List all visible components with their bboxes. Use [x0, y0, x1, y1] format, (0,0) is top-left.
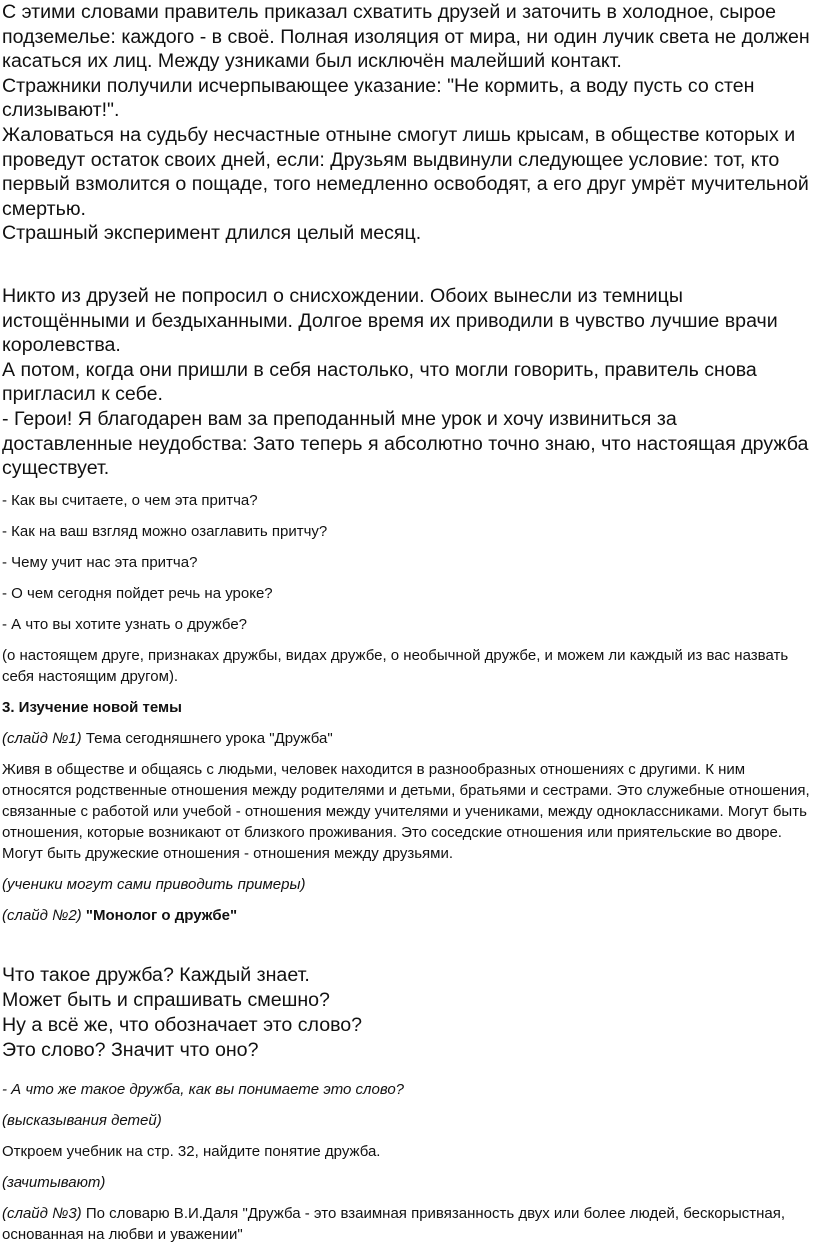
- poem: [2, 963, 812, 1063]
- story-paragraph: - Герои! Я благодарен вам за преподанный мне урок и хочу извиниться за доставленные неудобства: Зато теперь я абсолютно точно знаю, что настоящая дружба существует.: [2, 407, 809, 480]
- slide-3-line: [2, 1203, 812, 1245]
- reading-note: (зачитывают): [2, 1174, 106, 1191]
- story-paragraph: Никто из друзей не попросил о снисхождении. Обоих вынесли из темницы истощёнными и бездыханными. Долгое время их приводили в чувство лучшие врачи королевства.: [2, 285, 778, 357]
- section-heading: 3. Изучение новой темы: [2, 699, 182, 716]
- story-part-two: [2, 284, 812, 481]
- story-part-one: [2, 0, 812, 246]
- textbook-instruction: Откроем учебник на стр. 32, найдите понятие дружба.: [2, 1143, 381, 1160]
- poem-line: Что такое дружба? Каждый знает.: [2, 964, 310, 986]
- questions-note: (о настоящем друге, признаках дружбы, видах дружбе, о необычной дружбе, и можем ли каждый из вас назвать себя настоящим другом).: [2, 647, 789, 685]
- slide-3-text: По словарю В.И.Даля "Дружба - это взаимная привязанность двух или более людей, бескорыстная, основанная на любви и уважении": [2, 1205, 786, 1243]
- question-item: - А что вы хотите узнать о дружбе?: [2, 616, 248, 633]
- poem-line: Ну а всё же, что обозначает это слово?: [2, 1014, 363, 1036]
- slide-3-label: (слайд №3): [2, 1205, 82, 1222]
- poem-line: Это слово? Значит что оно?: [2, 1039, 259, 1061]
- story-paragraph: А потом, когда они пришли в себя настолько, что могли говорить, правитель снова пригласил к себе.: [2, 358, 757, 406]
- relations-paragraph: Живя в обществе и общаясь с людьми, человек находится в разнообразных отношениях с другими. К ним относятся родственные отношения между родителями и детьми, братьями и сестрами. Это служебные отношения, связанные с работой или учебой - отношения между учителями и учениками, между одноклассниками. Могут быть отношения, которые возникают от близкого проживания. Это соседские отношения или приятельские во дворе. Могут быть дружеские отношения - отношения между друзьями.: [2, 761, 810, 862]
- lesson-questions: [2, 490, 812, 926]
- story-paragraph: Страшный эксперимент длился целый месяц.: [2, 222, 422, 245]
- question-item: - Чему учит нас эта притча?: [2, 554, 198, 571]
- poem-and-discussion: [2, 963, 812, 1245]
- poem-line: Может быть и спрашивать смешно?: [2, 989, 330, 1011]
- question-item: - Как вы считаете, о чем эта притча?: [2, 492, 258, 509]
- children-statements-note: (высказывания детей): [2, 1112, 162, 1129]
- question-item: - О чем сегодня пойдет речь на уроке?: [2, 585, 273, 602]
- slide-1-label: (слайд №1): [2, 730, 82, 747]
- story-paragraph: Жаловаться на судьбу несчастные отныне смогут лишь крысам, в обществе которых и проведут остаток своих дней, если: Друзьям выдвинули следующее условие: тот, кто первый взмолится о пощаде, того немедленно освободят, а его друг умрёт мучительной смертью.: [2, 123, 809, 220]
- slide-1-line: [2, 728, 812, 749]
- friendship-question: - А что же такое дружба, как вы понимаете это слово?: [2, 1081, 405, 1098]
- slide-2-line: [2, 905, 812, 926]
- story-paragraph: С этими словами правитель приказал схватить друзей и заточить в холодное, сырое подземелье: каждого - в своё. Полная изоляция от мира, ни один лучик света не должен касаться их лиц. Между узниками был исключён малейший контакт.: [2, 1, 810, 73]
- students-examples-note: (ученики могут сами приводить примеры): [2, 876, 306, 893]
- question-item: - Как на ваш взгляд можно озаглавить притчу?: [2, 523, 328, 540]
- slide-2-label: (слайд №2): [2, 907, 82, 924]
- story-paragraph: Стражники получили исчерпывающее указание: "Не кормить, а воду пусть со стен слизывают!".: [2, 74, 755, 122]
- slide-1-text: Тема сегодняшнего урока "Дружба": [81, 730, 333, 747]
- slide-2-title: "Монолог о дружбе": [81, 907, 238, 924]
